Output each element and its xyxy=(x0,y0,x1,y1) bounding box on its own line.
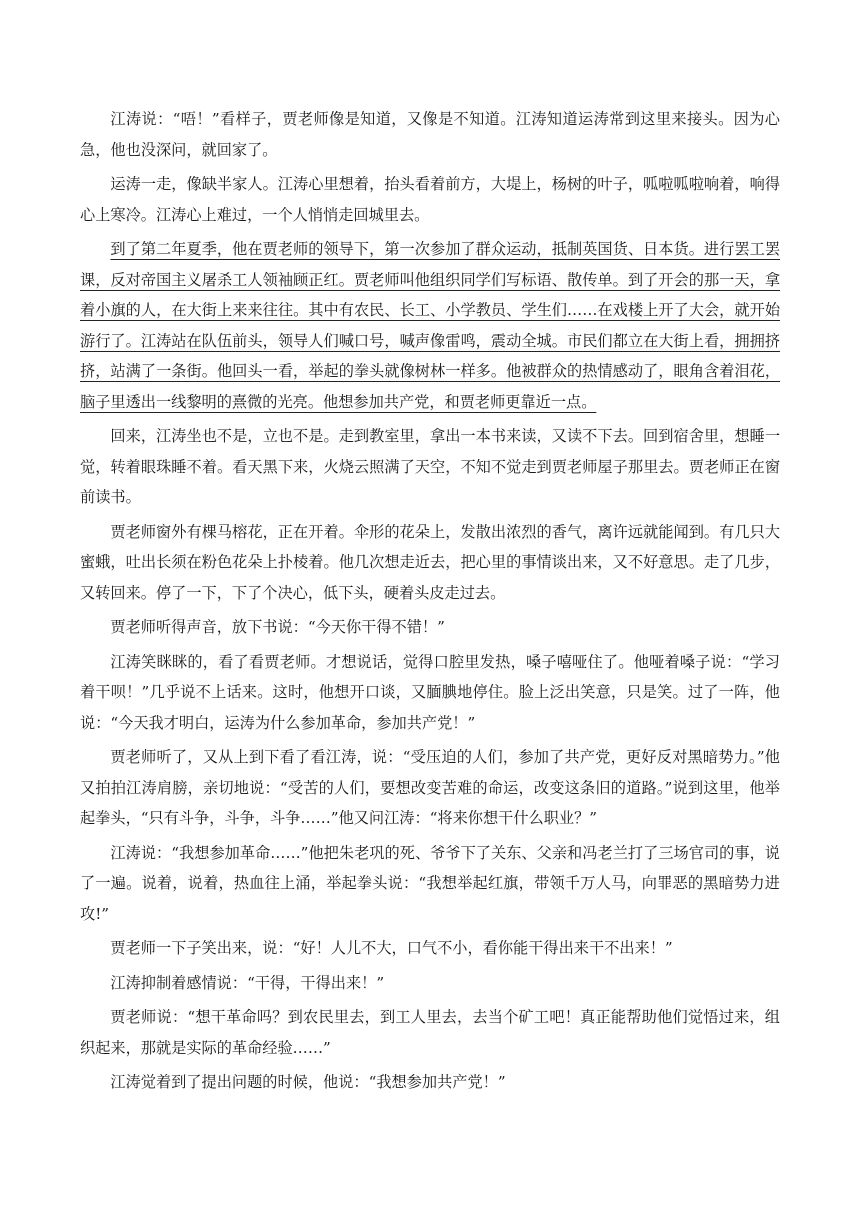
paragraph-1: 江涛说：“唔！”看样子，贾老师像是知道，又像是不知道。江涛知道运涛常到这里来接头。因为心急，他也没深问，就回家了。 xyxy=(80,110,780,159)
document-body xyxy=(80,104,780,1102)
paragraph-11: 江涛抑制着感情说：“干得，干得出来！” xyxy=(110,973,385,992)
paragraph-12: 贾老师说：“想干革命吗？到农民里去，到工人里去，去当个矿工吧！真正能帮助他们觉悟过来，组织起来，那就是实际的革命经验……” xyxy=(80,1008,780,1057)
paragraph-10: 贾老师一下子笑出来，说：“好！人儿不大，口气不小，看你能干得出来干不出来！” xyxy=(110,939,673,957)
paragraph-9: 江涛说：“我想参加革命……”他把朱老巩的死、爷爷下了关东、父亲和冯老兰打了三场官司的事，说了一遍。说着，说着，热血往上涌，举起拳头说：“我想举起红旗，带领千万人马，向罪恶的黑暗势力进攻!” xyxy=(80,843,780,923)
paragraph-8: 贾老师听了，又从上到下看了看江涛，说：“受压迫的人们，参加了共产党，更好反对黑暗势力。”他又拍拍江涛肩膀，亲切地说：“受苦的人们，要想改变苦难的命运，改变这条旧的道路。”说到这里，他举起拳头，“只有斗争，斗争，斗争……”他又问江涛：“将来你想干什么职业？” xyxy=(80,748,780,827)
paragraph-13: 江涛觉着到了提出问题的时候，他说：“我想参加共产党！” xyxy=(110,1073,506,1091)
paragraph-6: 贾老师听得声音，放下书说：“今天你干得不错！” xyxy=(110,618,445,636)
paragraph-3-underlined: 到了第二年夏季，他在贾老师的领导下，第一次参加了群众运动，抵制英国货、日本货。进行罢工罢课，反对帝国主义屠杀工人领袖顾正红。贾老师叫他组织同学们写标语、散传单。到了开会的那一天，拿着小旗的人，在大街上来来往往。其中有农民、长工、小学教员、学生们……在戏楼上开了大会，就开始游行了。江涛站在队伍前头，领导人们喊口号，喊声像雷鸣，震动全城。市民们都立在大街上看，拥拥挤挤，站满了一条街。他回头一看，举起的拳头就像树林一样多。他被群众的热情感动了，眼角含着泪花，脑子里透出一线黎明的熹微的光亮。他想参加共产党，和贾老师更靠近一点。 xyxy=(80,240,780,411)
paragraph-4: 回来，江涛坐也不是，立也不是。走到教室里，拿出一本书来读，又读不下去。回到宿舍里，想睡一觉，转着眼珠睡不着。看天黑下来，火烧云照满了天空，不知不觉走到贾老师屋子那里去。贾老师正在窗前读书。 xyxy=(80,427,780,506)
paragraph-7: 江涛笑眯眯的，看了看贾老师。才想说话，觉得口腔里发热，嗓子嘻哑住了。他哑着嗓子说：“学习着干呗！”几乎说不上话来。这时，他想开口谈，又腼腆地停住。脸上泛出笑意，只是笑。过了一阵，他说：“今天我才明白，运涛为什么参加革命，参加共产党！” xyxy=(80,652,780,732)
paragraph-5: 贾老师窗外有棵马榕花，正在开着。伞形的花朵上，发散出浓烈的香气，离许远就能闻到。有几只大蜜蛾，吐出长须在粉色花朵上扑棱着。他几次想走近去，把心里的事情谈出来，又不好意思。走了几步，又转回来。停了一下，下了个决心，低下头，硬着头皮走过去。 xyxy=(80,522,780,602)
paragraph-2: 运涛一走，像缺半家人。江涛心里想着，抬头看着前方，大堤上，杨树的叶子，呱啦呱啦响着，响得心上寒冷。江涛心上难过，一个人悄悄走回城里去。 xyxy=(80,175,780,224)
